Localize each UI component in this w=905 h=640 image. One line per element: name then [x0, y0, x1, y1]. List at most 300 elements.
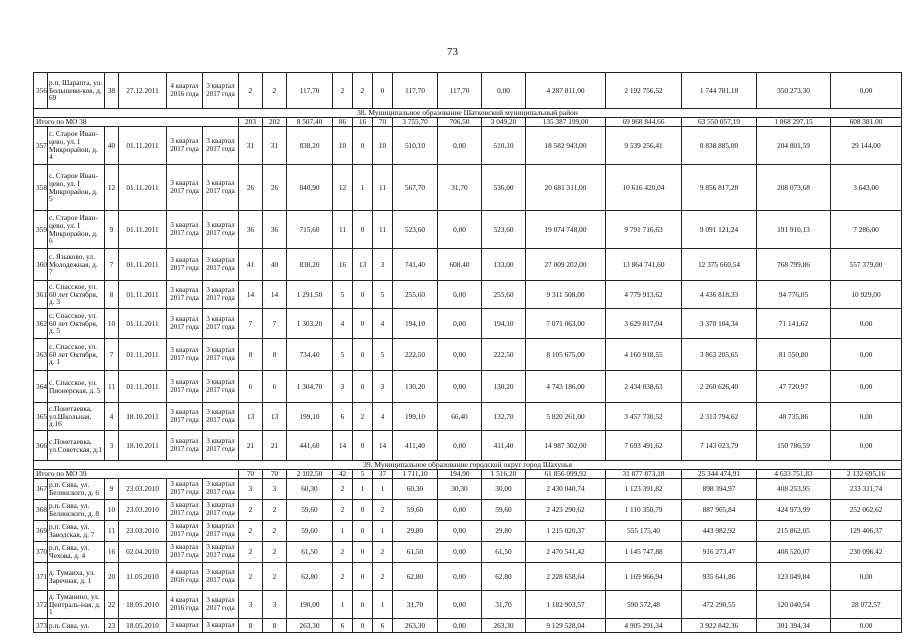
table-cell: 510,10: [393, 127, 438, 165]
quarter-cell: 3 квартал 2017 года: [167, 500, 203, 521]
address-cell: с.Понетаевка, ул.Школьная, д.16: [48, 403, 105, 431]
subtotal-cell: 3 049,20: [482, 118, 526, 127]
row-number: 365: [34, 403, 48, 431]
table-cell: 18 582 943,00: [526, 127, 606, 165]
page-number: 73: [447, 46, 458, 58]
quarter-cell: 3 квартал 2017 года: [203, 542, 239, 563]
table-cell: 472 290,55: [682, 591, 757, 619]
table-cell: 0: [353, 591, 373, 619]
date-cell: 27.12.2011: [119, 73, 167, 109]
table-cell: 61,50: [482, 542, 526, 563]
address-cell: с. Спасское, ул. 60 лет Октября, д. 3: [48, 281, 105, 309]
table-cell: 2: [239, 542, 263, 563]
table-cell: 5: [333, 339, 353, 371]
table-cell: 3: [373, 371, 393, 403]
table-cell: 1 304,70: [287, 371, 333, 403]
table-cell: 1: [353, 165, 373, 211]
table-cell: 222,50: [393, 339, 438, 371]
table-cell: 26: [239, 165, 263, 211]
table-cell: 0,00: [438, 309, 482, 339]
table-row: [34, 211, 902, 249]
table-cell: 191 910,13: [757, 211, 831, 249]
table-row: [34, 281, 902, 309]
subtotal-cell: 2 102,50: [287, 470, 333, 479]
date-cell: 02.04.2010: [119, 542, 167, 563]
table-cell: 13 864 741,60: [606, 249, 682, 281]
quarter-cell: 3 квартал 2017 года: [203, 165, 239, 211]
table-row: [34, 339, 902, 371]
table-cell: 59,60: [393, 500, 438, 521]
table-cell: 0,00: [831, 563, 902, 591]
subtotal-cell: 31 877 873,18: [606, 470, 682, 479]
table-cell: 263,30: [482, 619, 526, 633]
table-cell: 31,70: [482, 591, 526, 619]
quarter-cell: 3 квартал 2017 года: [203, 403, 239, 431]
table-cell: 27 009 202,00: [526, 249, 606, 281]
table-cell: 28 072,57: [831, 591, 902, 619]
table-cell: 2: [263, 521, 287, 542]
table-cell: 840,90: [287, 165, 333, 211]
table-cell: 3: [373, 249, 393, 281]
subtotal-cell: 3 755,70: [393, 118, 438, 127]
table-cell: 199,10: [393, 403, 438, 431]
table-cell: 132,70: [482, 403, 526, 431]
subtotal-cell: 69 968 844,66: [606, 118, 682, 127]
subtotal-cell: 1 711,10: [393, 470, 438, 479]
table-cell: 8: [263, 339, 287, 371]
subtotal-cell: 2 132 695,16: [831, 470, 902, 479]
housing-register-table: [33, 72, 902, 633]
quarter-cell: 4 квартал 2016 года: [167, 591, 203, 619]
table-cell: 7 286,00: [831, 211, 902, 249]
table-cell: 2 192 756,52: [606, 73, 682, 109]
table-cell: 199,10: [287, 403, 333, 431]
table-cell: 190,00: [287, 591, 333, 619]
quarter-cell: 3 квартал 2017 года: [167, 165, 203, 211]
table-cell: 16: [105, 542, 119, 563]
table-cell: 11: [333, 211, 353, 249]
table-cell: 12 375 660,54: [682, 249, 757, 281]
table-cell: 0: [353, 619, 373, 633]
table-cell: 7 071 063,00: [526, 309, 606, 339]
section-header-row: [34, 109, 902, 118]
subtotal-cell: 1 868 297,15: [757, 118, 831, 127]
table-cell: 117,70: [438, 73, 482, 109]
table-cell: 4: [105, 403, 119, 431]
subtotal-cell: 202: [263, 118, 287, 127]
table-cell: 2: [239, 500, 263, 521]
subtotal-cell: 16: [353, 118, 373, 127]
table-cell: 0,00: [438, 563, 482, 591]
quarter-cell: 3 квартал 2017 года: [203, 563, 239, 591]
table-cell: 3 863 205,65: [682, 339, 757, 371]
table-cell: 590 572,48: [606, 591, 682, 619]
subtotal-cell: 86: [333, 118, 353, 127]
table-cell: 0: [353, 521, 373, 542]
table-cell: 741,40: [393, 249, 438, 281]
table-cell: 1: [333, 591, 353, 619]
table-cell: 252 062,62: [831, 500, 902, 521]
table-cell: 7: [239, 309, 263, 339]
table-cell: 1 182 903,57: [526, 591, 606, 619]
table-cell: 1 145 747,88: [606, 542, 682, 563]
table-cell: 7 693 491,62: [606, 431, 682, 461]
table-cell: 3: [263, 479, 287, 500]
quarter-cell: 3 квартал 2017 года: [167, 339, 203, 371]
table-cell: 9: [105, 479, 119, 500]
table-cell: 935 641,86: [682, 563, 757, 591]
table-cell: 2: [263, 542, 287, 563]
table-cell: 22: [105, 591, 119, 619]
table-cell: 7 143 023,79: [682, 431, 757, 461]
row-number: 360: [34, 249, 48, 281]
table-cell: 60,30: [393, 479, 438, 500]
address-cell: с. Спасское, ул. 60 лет Октября, д. 1: [48, 339, 105, 371]
table-cell: 2: [373, 542, 393, 563]
subtotal-cell: 25 344 474,91: [682, 470, 757, 479]
table-cell: 66,40: [438, 403, 482, 431]
table-cell: 9 791 716,63: [606, 211, 682, 249]
quarter-cell: 3 квартал: [203, 619, 239, 633]
table-cell: 0: [353, 211, 373, 249]
table-cell: 0,00: [438, 500, 482, 521]
date-cell: 18.10.2011: [119, 431, 167, 461]
section-header-row: [34, 461, 902, 470]
table-row: [34, 500, 902, 521]
subtotal-cell: 63 550 057,19: [682, 118, 757, 127]
row-number: 356: [34, 73, 48, 109]
table-cell: 13: [353, 249, 373, 281]
table-cell: 0,00: [438, 619, 482, 633]
subtotal-cell: 1 516,20: [482, 470, 526, 479]
table-cell: 230 096,42: [831, 542, 902, 563]
table-cell: 62,80: [393, 563, 438, 591]
table-cell: 557 379,00: [831, 249, 902, 281]
table-cell: 47 720,97: [757, 371, 831, 403]
date-cell: 18.05.2010: [119, 591, 167, 619]
table-cell: 0,00: [438, 211, 482, 249]
quarter-cell: 3 квартал 2017 года: [167, 521, 203, 542]
address-cell: с.Понетаевка, ул.Советская, д.1: [48, 431, 105, 461]
table-cell: 2: [263, 500, 287, 521]
date-cell: 18.05.2010: [119, 619, 167, 633]
quarter-cell: 3 квартал 2017 года: [203, 521, 239, 542]
table-cell: 2 434 838,63: [606, 371, 682, 403]
table-cell: 2 260 626,40: [682, 371, 757, 403]
table-cell: 13: [239, 403, 263, 431]
table-cell: 8: [239, 339, 263, 371]
table-cell: 0: [353, 339, 373, 371]
table-cell: 194,10: [482, 309, 526, 339]
table-cell: 2: [333, 500, 353, 521]
table-cell: 30,00: [482, 479, 526, 500]
table-cell: 31,70: [393, 591, 438, 619]
table-cell: 263,30: [393, 619, 438, 633]
table-cell: 59,60: [287, 521, 333, 542]
row-number: 366: [34, 431, 48, 461]
table-cell: 117,70: [287, 73, 333, 109]
table-cell: 8 105 675,00: [526, 339, 606, 371]
quarter-cell: 3 квартал 2017 года: [203, 479, 239, 500]
table-cell: 10: [105, 500, 119, 521]
table-cell: 41: [239, 249, 263, 281]
table-cell: 233 311,74: [831, 479, 902, 500]
table-cell: 0,00: [831, 371, 902, 403]
table-cell: 10 616 420,04: [606, 165, 682, 211]
table-cell: 1 215 020,37: [526, 521, 606, 542]
table-cell: 424 973,99: [757, 500, 831, 521]
subtotal-cell: 706,50: [438, 118, 482, 127]
table-cell: 21: [263, 431, 287, 461]
table-cell: 734,40: [287, 339, 333, 371]
table-row: [34, 165, 902, 211]
table-cell: 20: [105, 563, 119, 591]
quarter-cell: 3 квартал 2017 года: [203, 73, 239, 109]
table-cell: 443 982,92: [682, 521, 757, 542]
date-cell: 01.11.2011: [119, 211, 167, 249]
quarter-cell: 3 квартал 2017 года: [167, 127, 203, 165]
subtotal-cell: 70: [239, 470, 263, 479]
table-cell: 23: [105, 619, 119, 633]
table-cell: 567,70: [393, 165, 438, 211]
table-cell: 59,60: [287, 500, 333, 521]
date-cell: 01.11.2011: [119, 249, 167, 281]
quarter-cell: 3 квартал 2017 года: [203, 211, 239, 249]
table-cell: 11: [373, 211, 393, 249]
table-cell: 3 629 817,04: [606, 309, 682, 339]
table-cell: 9 539 256,41: [606, 127, 682, 165]
subtotal-cell: 203: [239, 118, 263, 127]
table-cell: 71 141,62: [757, 309, 831, 339]
table-cell: 6: [333, 619, 353, 633]
table-cell: 7: [263, 309, 287, 339]
quarter-cell: 3 квартал 2017 года: [167, 403, 203, 431]
table-cell: 0: [353, 500, 373, 521]
table-cell: 9 311 508,00: [526, 281, 606, 309]
table-cell: 62,80: [287, 563, 333, 591]
table-cell: 523,60: [482, 211, 526, 249]
date-cell: 23.03.2010: [119, 479, 167, 500]
address-cell: р.п. Шарапга, ул. Большеви-ков, д. 69: [48, 73, 105, 109]
table-cell: 2 430 040,74: [526, 479, 606, 500]
table-cell: 9 091 121,24: [682, 211, 757, 249]
table-cell: 887 965,84: [682, 500, 757, 521]
table-cell: 3 370 104,34: [682, 309, 757, 339]
table-cell: 1 744 781,18: [682, 73, 757, 109]
table-cell: 0: [353, 309, 373, 339]
quarter-cell: 3 квартал 2017 года: [167, 281, 203, 309]
subtotal-row: [34, 118, 902, 127]
quarter-cell: 3 квартал 2017 года: [167, 542, 203, 563]
table-cell: 222,50: [482, 339, 526, 371]
table-cell: 2: [353, 73, 373, 109]
subtotal-cell: 4 633 751,83: [757, 470, 831, 479]
table-cell: 0,00: [438, 591, 482, 619]
table-cell: 2: [263, 563, 287, 591]
table-cell: 0,00: [438, 542, 482, 563]
address-cell: с. Языково, ул. Молодежная, д. 7: [48, 249, 105, 281]
table-cell: 5: [373, 339, 393, 371]
quarter-cell: 3 квартал 2017 года: [203, 339, 239, 371]
table-cell: 2 423 290,62: [526, 500, 606, 521]
quarter-cell: 3 квартал 2017 года: [203, 309, 239, 339]
table-cell: 0: [373, 73, 393, 109]
table-cell: 4: [333, 309, 353, 339]
table-cell: 4 436 818,33: [682, 281, 757, 309]
table-cell: 133,00: [482, 249, 526, 281]
table-cell: 2: [239, 521, 263, 542]
table-cell: 1: [373, 521, 393, 542]
table-cell: 5 820 261,00: [526, 403, 606, 431]
address-cell: с. Спасское, ул. 60 лет Октября, д. 5: [48, 309, 105, 339]
table-cell: 94 776,05: [757, 281, 831, 309]
table-cell: 4 905 291,34: [606, 619, 682, 633]
quarter-cell: 3 квартал 2017 года: [167, 249, 203, 281]
table-cell: 1: [353, 479, 373, 500]
table-cell: 4 743 186,00: [526, 371, 606, 403]
table-cell: 3 457 730,52: [606, 403, 682, 431]
table-cell: 4: [373, 403, 393, 431]
quarter-cell: 3 квартал 2017 года: [167, 431, 203, 461]
table-cell: 5: [373, 281, 393, 309]
table-cell: 408 253,95: [757, 479, 831, 500]
table-cell: 411,40: [482, 431, 526, 461]
table-cell: 9 856 817,28: [682, 165, 757, 211]
subtotal-label: Итого по МО 39: [34, 470, 239, 479]
table-cell: 2: [373, 563, 393, 591]
table-cell: 12: [105, 165, 119, 211]
table-cell: 3 643,00: [831, 165, 902, 211]
table-cell: 0,00: [831, 431, 902, 461]
table-cell: 10 929,00: [831, 281, 902, 309]
table-cell: 14 987 302,00: [526, 431, 606, 461]
table-cell: 0: [353, 542, 373, 563]
table-cell: 0,00: [438, 431, 482, 461]
table-row: [34, 479, 902, 500]
table-cell: 31: [263, 127, 287, 165]
table-cell: 4: [373, 309, 393, 339]
table-cell: 123 049,84: [757, 563, 831, 591]
table-cell: 208 073,68: [757, 165, 831, 211]
address-cell: д. Туманино, ул. Централь-ная, д. 1: [48, 591, 105, 619]
subtotal-cell: 8 507,40: [287, 118, 333, 127]
table-cell: 40: [105, 127, 119, 165]
table-row: [34, 431, 902, 461]
table-cell: 1: [333, 521, 353, 542]
table-cell: 255,60: [482, 281, 526, 309]
row-number: 370: [34, 542, 48, 563]
table-cell: 14: [263, 281, 287, 309]
quarter-cell: 3 квартал 2017 года: [203, 281, 239, 309]
date-cell: 01.11.2011: [119, 165, 167, 211]
table-cell: 6: [333, 403, 353, 431]
date-cell: 01.11.2011: [119, 281, 167, 309]
address-cell: р.п. Сява, ул. Чехова, д. 4: [48, 542, 105, 563]
address-cell: р.п. Сява, ул. Белинского, д. 6: [48, 479, 105, 500]
address-cell: с. Спасское, ул. Пионерская, д. 5: [48, 371, 105, 403]
table-cell: 12: [333, 165, 353, 211]
table-cell: 20 681 311,00: [526, 165, 606, 211]
table-cell: 3: [263, 591, 287, 619]
subtotal-cell: 5: [353, 470, 373, 479]
table-cell: 6: [239, 371, 263, 403]
table-row: [34, 521, 902, 542]
table-cell: 130,20: [393, 371, 438, 403]
table-cell: 2: [333, 73, 353, 109]
row-number: 357: [34, 127, 48, 165]
table-cell: 8: [239, 619, 263, 633]
row-number: 359: [34, 211, 48, 249]
quarter-cell: 3 квартал 2017 года: [203, 371, 239, 403]
quarter-cell: 3 квартал 2017 года: [203, 591, 239, 619]
address-cell: с. Старое Иван-цево, ул. I Микрорайон, д. 5: [48, 165, 105, 211]
address-cell: д. Тумаиха, ул. Заречная, д. 1: [48, 563, 105, 591]
table-cell: 36: [239, 211, 263, 249]
date-cell: 01.11.2011: [119, 127, 167, 165]
table-cell: 61,50: [287, 542, 333, 563]
quarter-cell: 4 квартал 2016 года: [167, 563, 203, 591]
subtotal-cell: 70: [263, 470, 287, 479]
table-cell: 1 291,50: [287, 281, 333, 309]
table-cell: 4 160 918,55: [606, 339, 682, 371]
table-cell: 0,00: [831, 309, 902, 339]
table-cell: 1: [373, 591, 393, 619]
table-cell: 36: [263, 211, 287, 249]
subtotal-cell: 70: [373, 118, 393, 127]
table-cell: 31,70: [438, 165, 482, 211]
table-cell: 11: [105, 521, 119, 542]
table-cell: 59,60: [482, 500, 526, 521]
table-cell: 4 779 913,62: [606, 281, 682, 309]
table-cell: 194,10: [393, 309, 438, 339]
table-cell: 48 735,86: [757, 403, 831, 431]
table-row: [34, 73, 902, 109]
table-cell: 13: [263, 403, 287, 431]
table-cell: 4 287 811,00: [526, 73, 606, 109]
table-cell: 204 801,59: [757, 127, 831, 165]
quarter-cell: 3 квартал 2017 года: [167, 211, 203, 249]
table-cell: 350 273,30: [757, 73, 831, 109]
table-cell: 29,80: [393, 521, 438, 542]
table-cell: 555 175,40: [606, 521, 682, 542]
table-cell: 608,40: [438, 249, 482, 281]
row-number: 364: [34, 371, 48, 403]
table-cell: 26: [263, 165, 287, 211]
table-cell: 9 129 528,04: [526, 619, 606, 633]
subtotal-cell: 61 856 099,92: [526, 470, 606, 479]
table-cell: 215 862,05: [757, 521, 831, 542]
table-cell: 2: [333, 479, 353, 500]
quarter-cell: 3 квартал 2017 года: [167, 371, 203, 403]
table-cell: 898 394,97: [682, 479, 757, 500]
table-cell: 120 040,54: [757, 591, 831, 619]
table-cell: 30,30: [438, 479, 482, 500]
table-row: [34, 309, 902, 339]
table-cell: 0,00: [482, 73, 526, 109]
table-cell: 0: [353, 281, 373, 309]
table-cell: 150 786,59: [757, 431, 831, 461]
table-cell: 8: [263, 619, 287, 633]
subtotal-cell: 135 387 199,00: [526, 118, 606, 127]
table-cell: 16: [333, 249, 353, 281]
table-cell: 3: [105, 431, 119, 461]
table-cell: 536,00: [482, 165, 526, 211]
row-number: 369: [34, 521, 48, 542]
table-cell: 510,10: [482, 127, 526, 165]
table-cell: 62,80: [482, 563, 526, 591]
row-number: 363: [34, 339, 48, 371]
table-cell: 8: [105, 281, 119, 309]
